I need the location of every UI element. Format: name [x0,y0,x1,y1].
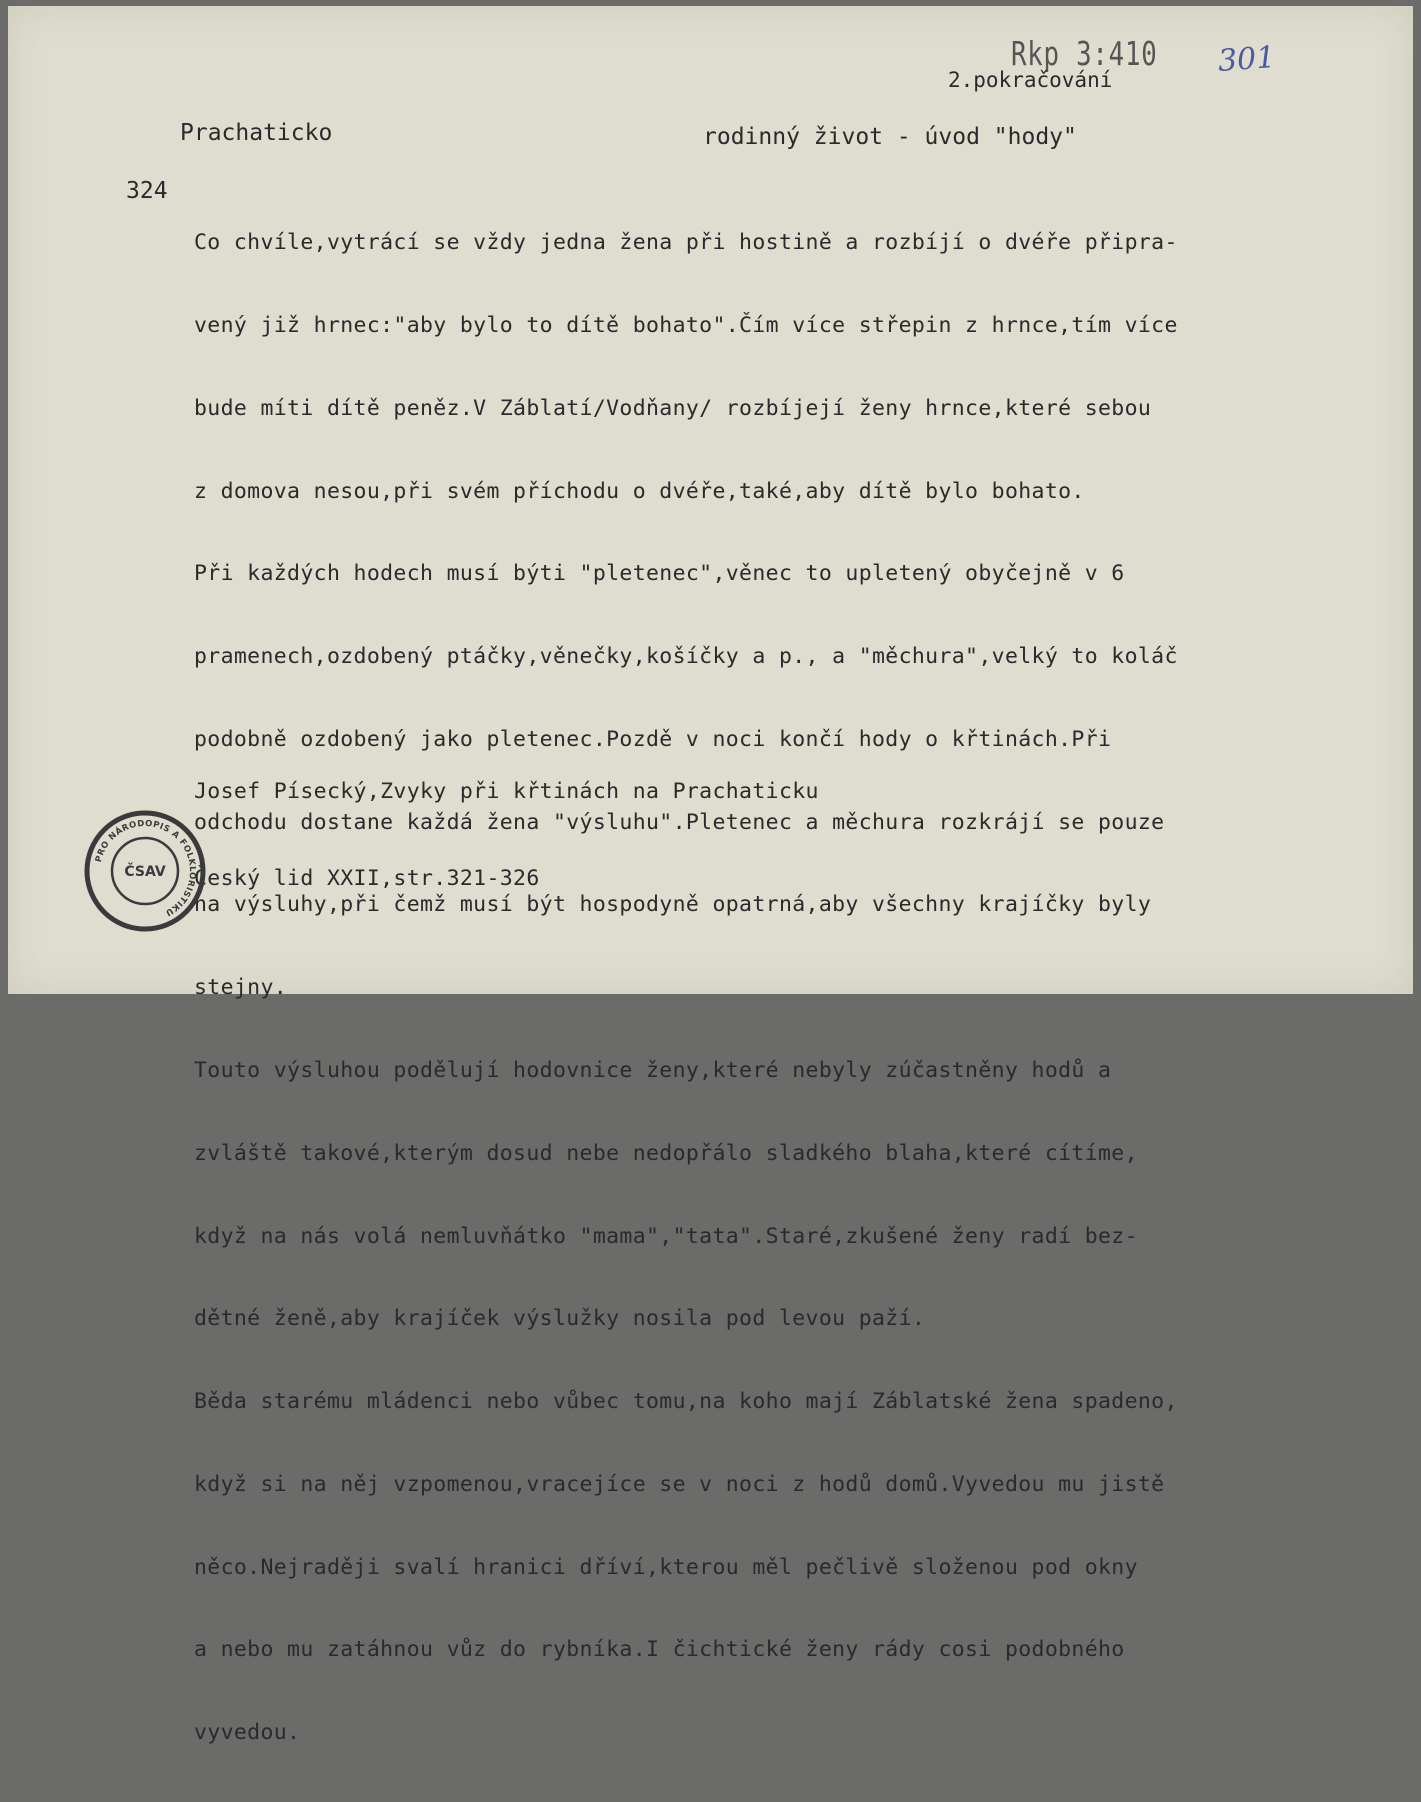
stamp-ring-text: PRO NÁRODOPIS A FOLKLORISTIKU [93,818,198,918]
body-line: z domova nesou,při svém příchodu o dvéře,také,aby dítě bylo bohato. [194,478,1085,504]
source-line: Josef Písecký,Zvyky při křtinách na Prachaticku [194,779,819,804]
body-line: když si na něj vzpomenou,vracejíce se v noci z hodů domů.Vyvedou mu jistě [194,1471,1165,1497]
source-line: Český lid XXII,str.321-326 [194,866,540,891]
body-line: Co chvíle,vytrácí se vždy jedna žena při hostině a rozbíjí o dvéře připra- [194,230,1178,256]
continuation-label: 2.pokračování [948,68,1113,92]
body-line: Běda starému mládenci nebo vůbec tomu,na koho mají Záblatské žena spadeno, [194,1389,1178,1415]
body-line: něco.Nejraději svalí hranici dříví,kterou měl pečlivě složenou pod okny [194,1554,1138,1580]
region-label: Prachaticko [180,120,333,146]
body-line: dětné ženě,aby krajíček výslužky nosila pod levou paží. [194,1306,926,1332]
body-line: podobně ozdobený jako pletenec.Pozdě v noci končí hody o křtinách.Při [194,726,1112,752]
body-line: Při každých hodech musí býti "pletenec",věnec to upletený obyčejně v 6 [194,561,1125,587]
handwritten-number: 301 [1216,40,1277,79]
stamp-center-text: ČSAV [124,864,166,880]
body-line: bude míti dítě peněz.V Záblatí/Vodňany/ rozbíjejí ženy hrnce,které sebou [194,395,1152,421]
body-line: vený již hrnec:"aby bylo to dítě bohato".Čím více střepin z hrnce,tím více [194,312,1178,338]
body-line: stejny. [194,975,288,1001]
body-line: a nebo mu zatáhnou vůz do rybníka.I čichtické ženy rády cosi podobného [194,1637,1125,1663]
catalog-number: Rkp 3:410 [1011,34,1158,73]
body-text [194,174,1178,1802]
body-line: pramenech,ozdobený ptáčky,věnečky,košíčky a p., a "měchura",velký to koláč [194,644,1178,670]
body-line: když na nás volá nemluvňátko "mama","tata".Staré,zkušené ženy radí bez- [194,1223,1138,1249]
body-line: odchodu dostane každá žena "výsluhu".Pletenec a měchura rozkrájí se pouze [194,809,1165,835]
topic-label: rodinný život - úvod "hody" [703,124,1077,150]
archive-card [8,6,1413,1746]
source-citation [194,719,819,951]
entry-number: 324 [126,178,168,204]
body-line: zvláště takové,kterým dosud nebe nedopřálo sladkého blaha,které cítíme, [194,1140,1138,1166]
institution-stamp [80,806,210,936]
body-line: Touto výsluhou podělují hodovnice ženy,které nebyly zúčastněny hodů a [194,1058,1112,1083]
body-line: vyvedou. [194,1720,301,1746]
body-line: na výsluhy,při čemž musí být hospodyně opatrná,aby všechny krajíčky byly [194,892,1152,918]
